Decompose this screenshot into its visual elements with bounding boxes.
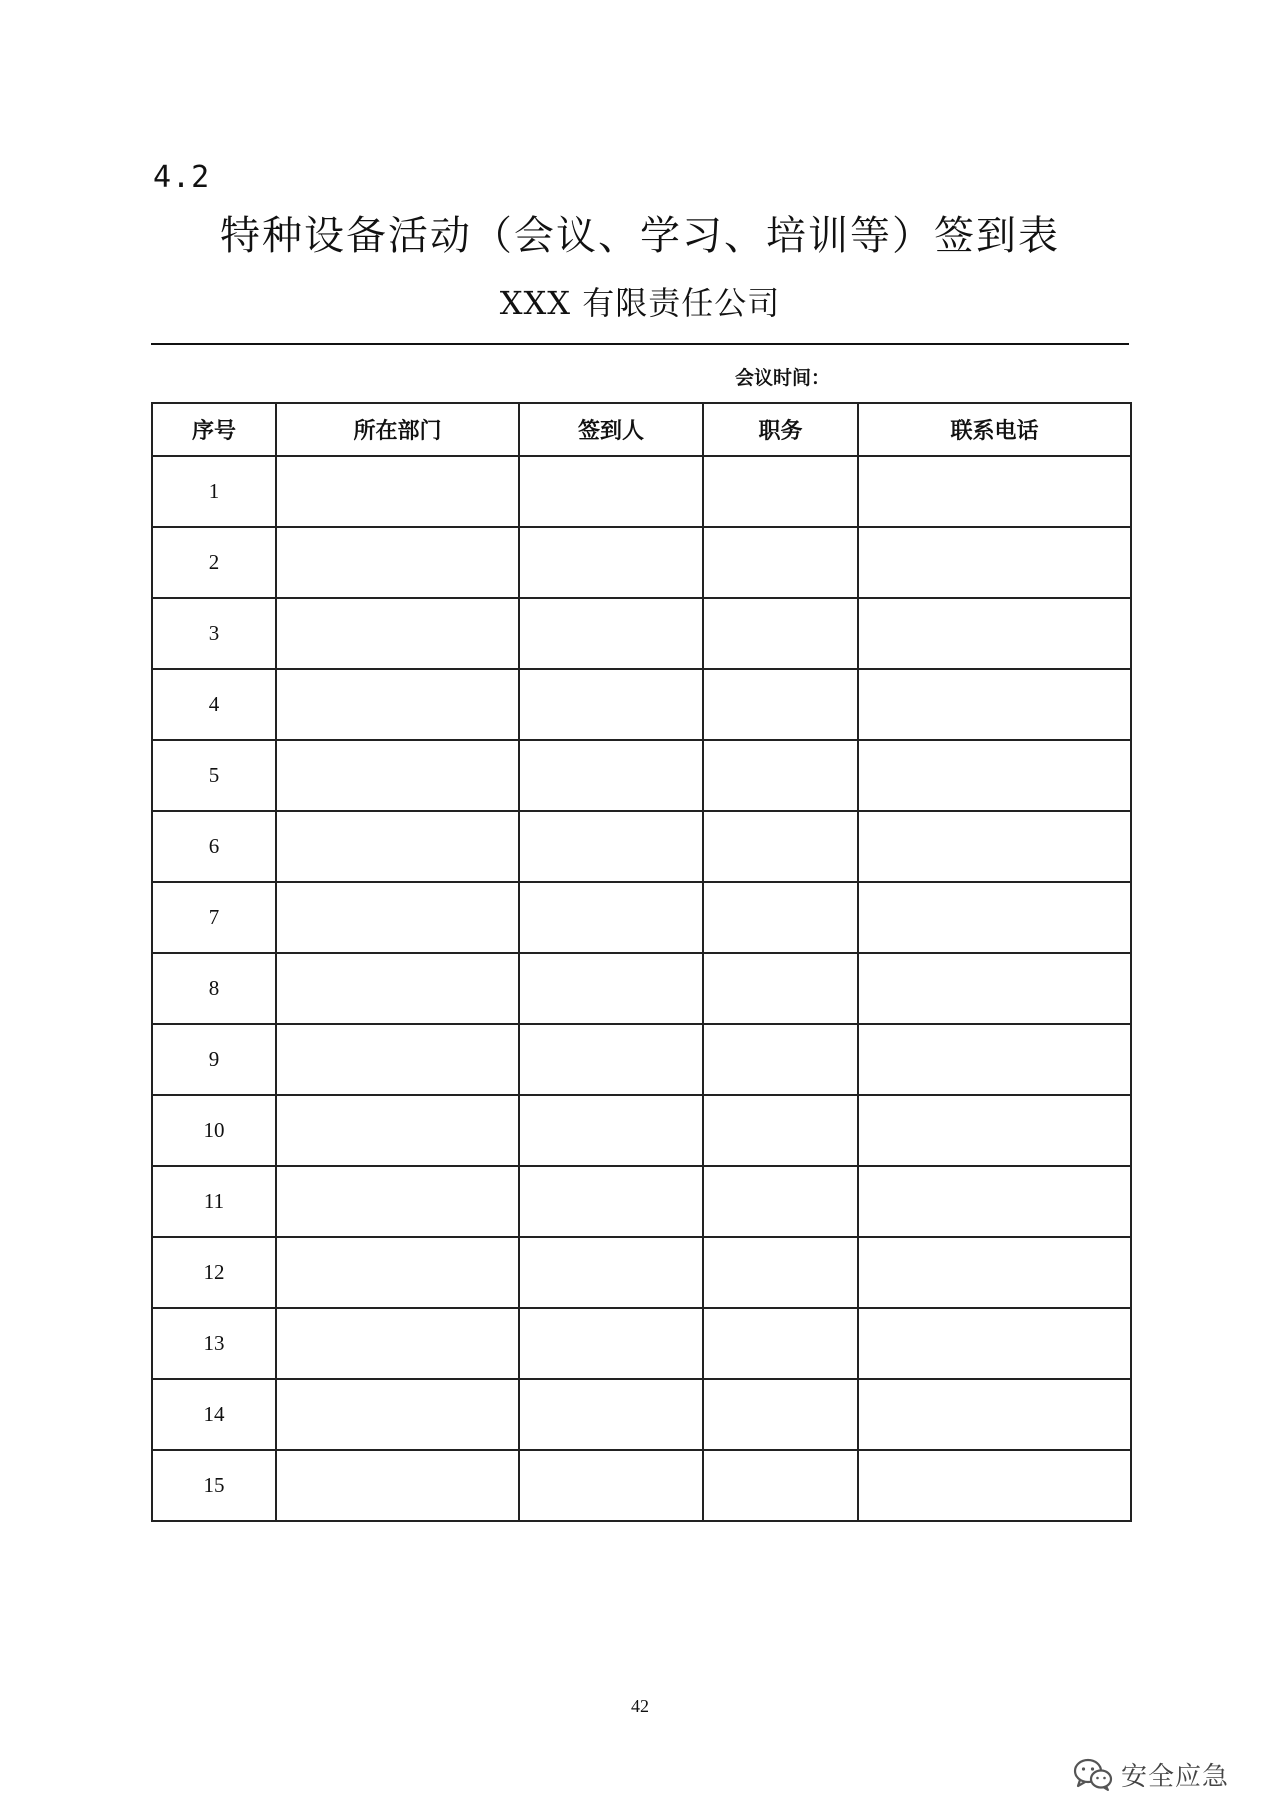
- cell-serial-number: 2: [152, 527, 276, 598]
- cell-serial-number: 14: [152, 1379, 276, 1450]
- page-title: 特种设备活动（会议、学习、培训等）签到表: [220, 213, 1060, 259]
- cell-position: [703, 1308, 858, 1379]
- cell-position: [703, 882, 858, 953]
- cell-signee: [519, 953, 703, 1024]
- table-row: [152, 1308, 1131, 1379]
- cell-phone: [858, 527, 1131, 598]
- cell-signee: [519, 598, 703, 669]
- cell-department: [276, 527, 519, 598]
- meeting-time-label: 会议时间：: [735, 367, 831, 389]
- cell-serial-number: 6: [152, 811, 276, 882]
- cell-phone: [858, 740, 1131, 811]
- cell-serial-number: 5: [152, 740, 276, 811]
- cell-serial-number: 10: [152, 1095, 276, 1166]
- cell-department: [276, 953, 519, 1024]
- cell-phone: [858, 456, 1131, 527]
- table-row: [152, 882, 1131, 953]
- cell-department: [276, 1166, 519, 1237]
- cell-signee: [519, 1450, 703, 1521]
- cell-department: [276, 1450, 519, 1521]
- cell-position: [703, 1166, 858, 1237]
- cell-position: [703, 527, 858, 598]
- cell-department: [276, 740, 519, 811]
- header-phone: 联系电话: [858, 403, 1131, 456]
- watermark: [1073, 1756, 1229, 1793]
- cell-department: [276, 1379, 519, 1450]
- cell-signee: [519, 1024, 703, 1095]
- page-number: 42: [631, 1696, 649, 1716]
- cell-position: [703, 598, 858, 669]
- cell-signee: [519, 1166, 703, 1237]
- cell-phone: [858, 669, 1131, 740]
- cell-position: [703, 1450, 858, 1521]
- cell-position: [703, 740, 858, 811]
- cell-serial-number: 1: [152, 456, 276, 527]
- cell-position: [703, 456, 858, 527]
- cell-department: [276, 456, 519, 527]
- cell-department: [276, 598, 519, 669]
- table-row: [152, 811, 1131, 882]
- cell-serial-number: 8: [152, 953, 276, 1024]
- cell-phone: [858, 1379, 1131, 1450]
- cell-phone: [858, 598, 1131, 669]
- table-row: [152, 1095, 1131, 1166]
- cell-serial-number: 3: [152, 598, 276, 669]
- cell-department: [276, 1237, 519, 1308]
- cell-phone: [858, 1237, 1131, 1308]
- cell-position: [703, 1379, 858, 1450]
- header-position: 职务: [703, 403, 858, 456]
- table-header-row: [152, 403, 1131, 456]
- table-row: [152, 1237, 1131, 1308]
- cell-phone: [858, 1166, 1131, 1237]
- cell-signee: [519, 1237, 703, 1308]
- cell-phone: [858, 1095, 1131, 1166]
- header-serial-number: 序号: [152, 403, 276, 456]
- cell-serial-number: 7: [152, 882, 276, 953]
- cell-department: [276, 1308, 519, 1379]
- cell-signee: [519, 456, 703, 527]
- cell-department: [276, 1095, 519, 1166]
- watermark-text: 安全应急: [1121, 1762, 1230, 1792]
- cell-department: [276, 669, 519, 740]
- cell-phone: [858, 1308, 1131, 1379]
- cell-phone: [858, 1024, 1131, 1095]
- cell-phone: [858, 1450, 1131, 1521]
- cell-position: [703, 811, 858, 882]
- table-row: [152, 740, 1131, 811]
- cell-phone: [858, 953, 1131, 1024]
- cell-signee: [519, 527, 703, 598]
- table-row: [152, 953, 1131, 1024]
- table-row: [152, 1379, 1131, 1450]
- cell-signee: [519, 882, 703, 953]
- header-signee: 签到人: [519, 403, 703, 456]
- table-row: [152, 1166, 1131, 1237]
- company-name: XXX 有限责任公司: [499, 284, 781, 322]
- cell-signee: [519, 811, 703, 882]
- cell-position: [703, 1024, 858, 1095]
- table-row: [152, 456, 1131, 527]
- cell-serial-number: 13: [152, 1308, 276, 1379]
- wechat-icon: [1073, 1758, 1113, 1792]
- cell-department: [276, 882, 519, 953]
- cell-signee: [519, 740, 703, 811]
- cell-serial-number: 4: [152, 669, 276, 740]
- table-row: [152, 598, 1131, 669]
- cell-signee: [519, 1308, 703, 1379]
- cell-signee: [519, 669, 703, 740]
- cell-department: [276, 1024, 519, 1095]
- cell-position: [703, 1095, 858, 1166]
- cell-serial-number: 12: [152, 1237, 276, 1308]
- cell-position: [703, 669, 858, 740]
- table-row: [152, 1450, 1131, 1521]
- header-department: 所在部门: [276, 403, 519, 456]
- cell-position: [703, 953, 858, 1024]
- cell-signee: [519, 1095, 703, 1166]
- cell-signee: [519, 1379, 703, 1450]
- title-divider: [151, 343, 1129, 345]
- table-row: [152, 527, 1131, 598]
- table-row: [152, 1024, 1131, 1095]
- cell-position: [703, 1237, 858, 1308]
- section-number: 4.2: [153, 160, 211, 195]
- table-body: [152, 456, 1131, 1521]
- cell-serial-number: 11: [152, 1166, 276, 1237]
- table-row: [152, 669, 1131, 740]
- sign-in-table: [151, 402, 1132, 1522]
- cell-serial-number: 15: [152, 1450, 276, 1521]
- cell-serial-number: 9: [152, 1024, 276, 1095]
- cell-phone: [858, 811, 1131, 882]
- cell-department: [276, 811, 519, 882]
- cell-phone: [858, 882, 1131, 953]
